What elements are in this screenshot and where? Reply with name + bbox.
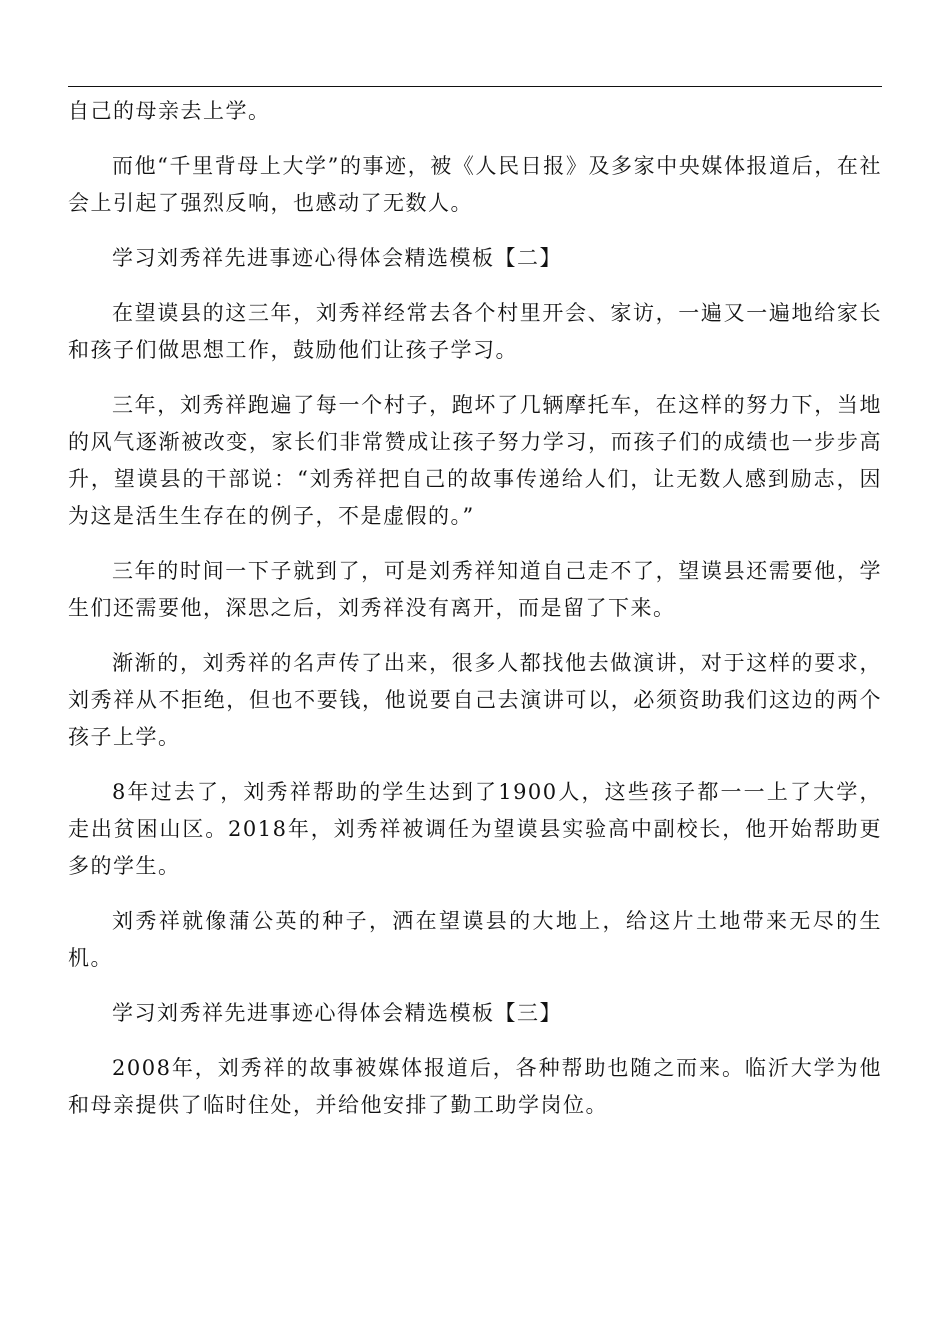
paragraph: 三年，刘秀祥跑遍了每一个村子，跑坏了几辆摩托车，在这样的努力下，当地的风气逐渐被改变，家长们非常赞成让孩子努力学习，而孩子们的成绩也一步步高升，望谟县的干部说：“刘秀祥把自己的故事传递给人们，让无数人感到励志，因为这是活生生存在的例子，不是虚假的。”: [68, 393, 882, 528]
paragraph: 渐渐的，刘秀祥的名声传了出来，很多人都找他去做演讲，对于这样的要求，刘秀祥从不拒绝，但也不要钱，他说要自己去演讲可以，必须资助我们这边的两个孩子上学。: [68, 651, 882, 749]
paragraph: 三年的时间一下子就到了，可是刘秀祥知道自己走不了，望谟县还需要他，学生们还需要他，深思之后，刘秀祥没有离开，而是留了下来。: [68, 559, 882, 620]
paragraph: 而他“千里背母上大学”的事迹，被《人民日报》及多家中央媒体报道后，在社会上引起了强烈反响，也感动了无数人。: [68, 154, 882, 215]
paragraph: 2008年，刘秀祥的故事被媒体报道后，各种帮助也随之而来。临沂大学为他和母亲提供了临时住处，并给他安排了勤工助学岗位。: [68, 1056, 882, 1117]
document-body: [68, 93, 882, 1142]
section-heading-two: 学习刘秀祥先进事迹心得体会精选模板【二】: [112, 246, 562, 270]
header-rule: [68, 86, 882, 87]
section-heading-three: 学习刘秀祥先进事迹心得体会精选模板【三】: [112, 1001, 562, 1025]
paragraph: 刘秀祥就像蒲公英的种子，洒在望谟县的大地上，给这片土地带来无尽的生机。: [68, 909, 882, 970]
paragraph: 在望谟县的这三年，刘秀祥经常去各个村里开会、家访，一遍又一遍地给家长和孩子们做思想工作，鼓励他们让孩子学习。: [68, 301, 882, 362]
paragraph-continuation: 自己的母亲去上学。: [68, 99, 271, 123]
paragraph: 8年过去了，刘秀祥帮助的学生达到了1900人，这些孩子都一一上了大学，走出贫困山区。2018年，刘秀祥被调任为望谟县实验高中副校长，他开始帮助更多的学生。: [68, 780, 882, 878]
